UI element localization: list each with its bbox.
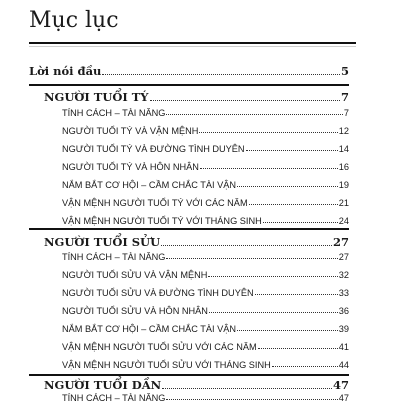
toc-entry-label: NGƯỜI TUỔI TÝ VÀ VẬN MỆNH (62, 126, 199, 136)
title-rule-thin (29, 46, 356, 47)
toc-entry[interactable] (62, 252, 349, 262)
dot-leader (263, 222, 338, 223)
dot-leader (102, 74, 340, 75)
section-rule (29, 84, 349, 86)
toc-entry-label: NGƯỜI TUỔI TÝ (44, 90, 149, 104)
toc-entry-label: VẬN MỆNH NGƯỜI TUỔI TÝ VỚI THÁNG SINH (62, 216, 262, 226)
dot-leader (209, 312, 338, 313)
dot-leader (161, 245, 332, 246)
toc-entry-label: VẬN MỆNH NGƯỜI TUỔI TÝ VỚI CÁC NĂM (62, 198, 248, 208)
dot-leader (199, 132, 337, 133)
toc-section-suu[interactable] (44, 235, 349, 249)
toc-entry-page: 14 (338, 144, 349, 154)
toc-entry-page: 36 (338, 306, 349, 316)
dot-leader (166, 114, 342, 115)
dot-leader (237, 186, 338, 187)
toc-entry[interactable] (62, 342, 349, 352)
toc-entry-page: 39 (338, 324, 349, 334)
toc-entry[interactable] (62, 216, 349, 226)
toc-entry[interactable] (62, 270, 349, 280)
toc-entry-page: 47 (338, 393, 349, 403)
dot-leader (258, 348, 338, 349)
toc-section-dan[interactable] (44, 378, 349, 392)
toc-entry-label: NGƯỜI TUỔI TÝ VÀ ĐƯỜNG TÌNH DUYÊN (62, 144, 245, 154)
section-rule (29, 374, 349, 376)
toc-entry-page: 44 (338, 360, 349, 370)
toc-entry-label: TÍNH CÁCH – TÀI NĂNG (62, 108, 166, 118)
toc-entry[interactable] (62, 288, 349, 298)
toc-entry-label: NẮM BẮT CƠ HỘI – CẦM CHẮC TÀI VẬN (62, 180, 236, 190)
toc-entry[interactable] (62, 180, 349, 190)
toc-entry-label: NGƯỜI TUỔI DẦN (44, 378, 162, 392)
toc-entry-label: NẮM BẮT CƠ HỘI – CẦM CHẮC TÀI VẬN (62, 324, 236, 334)
toc-entry-page: 24 (338, 216, 349, 226)
toc-entry-label: NGƯỜI TUỔI SỬU VÀ HÔN NHÂN (62, 306, 208, 316)
toc-entry[interactable] (62, 393, 349, 403)
section-rule (29, 228, 349, 230)
dot-leader (249, 204, 338, 205)
toc-entry-page: 41 (338, 342, 349, 352)
toc-entry-page: 12 (338, 126, 349, 136)
toc-entry-page: 19 (338, 180, 349, 190)
toc-entry[interactable] (62, 306, 349, 316)
toc-entry-label: Lời nói đầu (29, 64, 102, 78)
dot-leader (246, 150, 338, 151)
toc-entry-label: NGƯỜI TUỔI SỬU VÀ VẬN MỆNH (62, 270, 208, 280)
dot-leader (237, 330, 338, 331)
dot-leader (162, 388, 332, 389)
title-rule (29, 42, 356, 44)
toc-entry-label: VẬN MỆNH NGƯỜI TUỔI SỬU VỚI CÁC NĂM (62, 342, 257, 352)
toc-entry-page: 5 (340, 64, 349, 78)
toc-entry-page: 47 (332, 378, 349, 392)
dot-leader (166, 258, 337, 259)
toc-entry-page: 16 (338, 162, 349, 172)
toc-entry-preface[interactable] (29, 64, 349, 78)
toc-entry-page: 27 (338, 252, 349, 262)
toc-entry-page: 21 (338, 198, 349, 208)
toc-entry[interactable] (62, 126, 349, 136)
dot-leader (272, 366, 338, 367)
toc-entry-label: NGƯỜI TUỔI TÝ VÀ HÔN NHÂN (62, 162, 199, 172)
toc-entry-label: NGƯỜI TUỔI SỬU (44, 235, 161, 249)
toc-entry-page: 33 (338, 288, 349, 298)
toc-entry-page: 27 (332, 235, 349, 249)
dot-leader (255, 294, 338, 295)
toc-entry-label: VẬN MỆNH NGƯỜI TUỔI SỬU VỚI THÁNG SINH (62, 360, 271, 370)
toc-entry[interactable] (62, 162, 349, 172)
toc-entry-page: 32 (338, 270, 349, 280)
toc-entry[interactable] (62, 144, 349, 154)
toc-entry-label: TÍNH CÁCH – TÀI NĂNG (62, 252, 166, 262)
toc-entry-label: NGƯỜI TUỔI SỬU VÀ ĐƯỜNG TÌNH DUYÊN (62, 288, 254, 298)
toc-entry-page: 7 (340, 90, 349, 104)
toc-section-ty[interactable] (44, 90, 349, 104)
toc-entry[interactable] (62, 324, 349, 334)
dot-leader (208, 276, 337, 277)
toc-entry[interactable] (62, 360, 349, 370)
dot-leader (200, 168, 338, 169)
dot-leader (150, 100, 340, 101)
toc-entry[interactable] (62, 108, 349, 118)
toc-entry-page: 7 (343, 108, 349, 118)
toc-entry[interactable] (62, 198, 349, 208)
toc-entry-label: TÍNH CÁCH – TÀI NĂNG (62, 393, 166, 403)
page-title: Mục lục (29, 8, 119, 33)
